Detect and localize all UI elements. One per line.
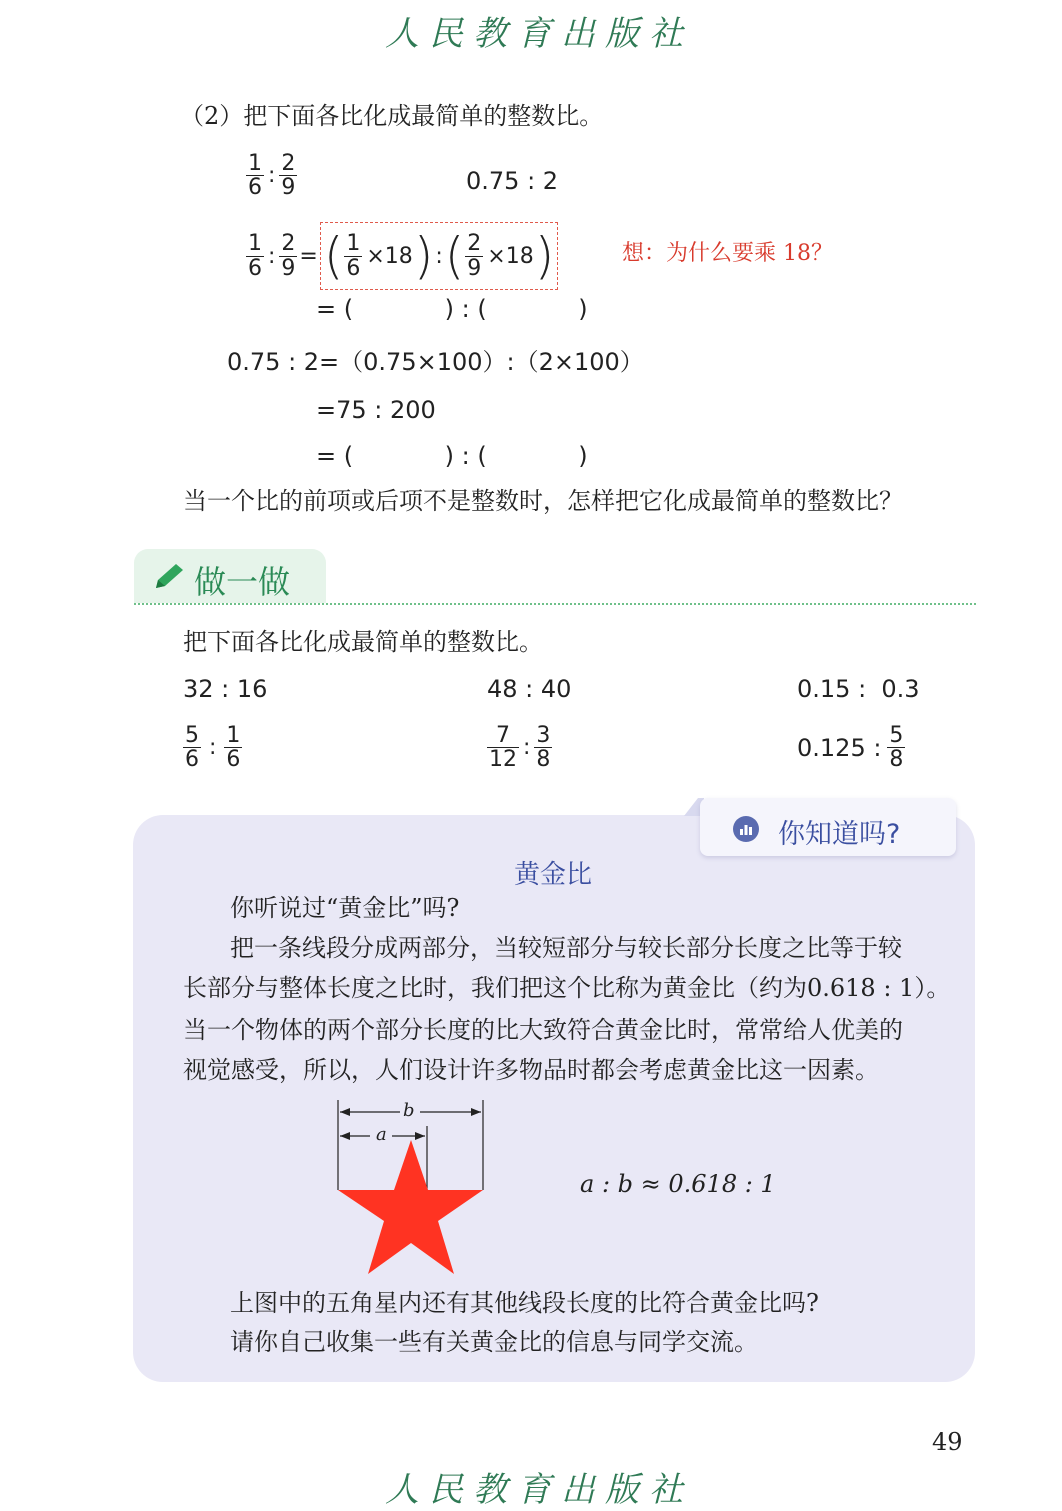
fraction: $\frac{2}{9}$: [467, 231, 482, 281]
fraction: $\frac{1}{6}$: [248, 231, 262, 281]
practice-item: 48 : 40: [487, 675, 572, 703]
label-b: b: [403, 1100, 415, 1121]
fraction: $\frac{5}{6}$: [185, 723, 199, 773]
practice-item: $\frac{7}{12}$ : $\frac{3}{8}$: [489, 723, 551, 773]
knowledge-title: 黄金比: [514, 860, 593, 890]
practice-item: $\frac{5}{6}$ : $\frac{1}{6}$: [185, 723, 241, 773]
practice-item: 32 : 16: [183, 675, 268, 703]
ex2-blank-line: = ( ) : ( ): [316, 442, 588, 470]
page-number: 49: [932, 1428, 963, 1456]
knowledge-q2: 请你自己收集一些有关黄金比的信息与同学交流。: [230, 1328, 758, 1356]
section-divider: [134, 603, 976, 605]
ex1-blank-line: = ( ) : ( ): [316, 295, 588, 323]
fraction: $\frac{7}{12}$: [489, 723, 517, 773]
knowledge-p3-line1: 当一个物体的两个部分长度的比大致符合黄金比时，常常给人优美的: [183, 1016, 903, 1044]
footer-publisher: 人民教育出版社: [385, 1470, 693, 1510]
knowledge-p3-line2: 视觉感受，所以，人们设计许多物品时都会考虑黄金比这一因素。: [183, 1056, 879, 1084]
fraction: $\frac{2}{9}$: [281, 151, 296, 201]
fraction: $\frac{1}{6}$: [226, 723, 241, 773]
header-publisher: 人民教育出版社: [385, 14, 693, 54]
ex2-label: 0.75 : 2: [466, 167, 559, 195]
knowledge-tab-label: 你知道吗?: [778, 819, 901, 850]
part2-prompt: （2）把下面各比化成最简单的整数比。: [180, 102, 604, 130]
think-note: 想：为什么要乘 18？: [622, 241, 833, 266]
ex2-line2: =75 : 200: [316, 396, 436, 424]
label-a: a: [376, 1124, 387, 1145]
golden-star-figure: [330, 1098, 492, 1280]
knowledge-q1: 上图中的五角星内还有其他线段长度的比符合黄金比吗?: [230, 1289, 819, 1317]
fraction: $\frac{2}{9}$: [281, 231, 296, 281]
knowledge-p2-line2: 长部分与整体长度之比时，我们把这个比称为黄金比（约为0.618 : 1）。: [183, 974, 951, 1002]
ex1-ratio: $\frac{1}{6}$ : $\frac{2}{9}$: [248, 151, 296, 201]
knowledge-p2-line1: 把一条线段分成两部分，当较短部分与较长部分长度之比等于较: [230, 934, 902, 962]
fraction: $\frac{1}{6}$: [346, 231, 361, 281]
fraction: $\frac{1}{6}$: [248, 151, 262, 201]
practice-tag: [134, 549, 326, 603]
ex1-expansion: $\frac{1}{6}$ : $\frac{2}{9}$ = ( $\frac{1}{6}$ ×18 ) : ( $\frac{2}{9}$ ×18 ): [246, 222, 558, 290]
practice-instruction: 把下面各比化成最简单的整数比。: [183, 628, 543, 656]
golden-formula: a : b ≈ 0.618 : 1: [580, 1170, 776, 1198]
ex2-line1: 0.75 : 2=（0.75×100）:（2×100）: [227, 348, 644, 376]
practice-item: 0.15 : 0.3: [797, 675, 920, 703]
fraction: $\frac{3}{8}$: [536, 723, 551, 773]
knowledge-p1: 你听说过“黄金比”吗?: [230, 894, 460, 922]
knowledge-tab: [700, 798, 956, 856]
fraction: $\frac{5}{8}$: [889, 723, 904, 773]
practice-item: 0.125 : $\frac{5}{8}$: [797, 723, 904, 773]
part2-question: 当一个比的前项或后项不是整数时，怎样把它化成最简单的整数比？: [183, 487, 903, 515]
pencil-icon: [152, 561, 186, 591]
practice-tag-label: 做一做: [194, 563, 291, 601]
highlight-box: ( $\frac{1}{6}$ ×18 ) : ( $\frac{2}{9}$ ×18 ): [320, 222, 558, 290]
bar-chart-icon: [732, 815, 760, 843]
